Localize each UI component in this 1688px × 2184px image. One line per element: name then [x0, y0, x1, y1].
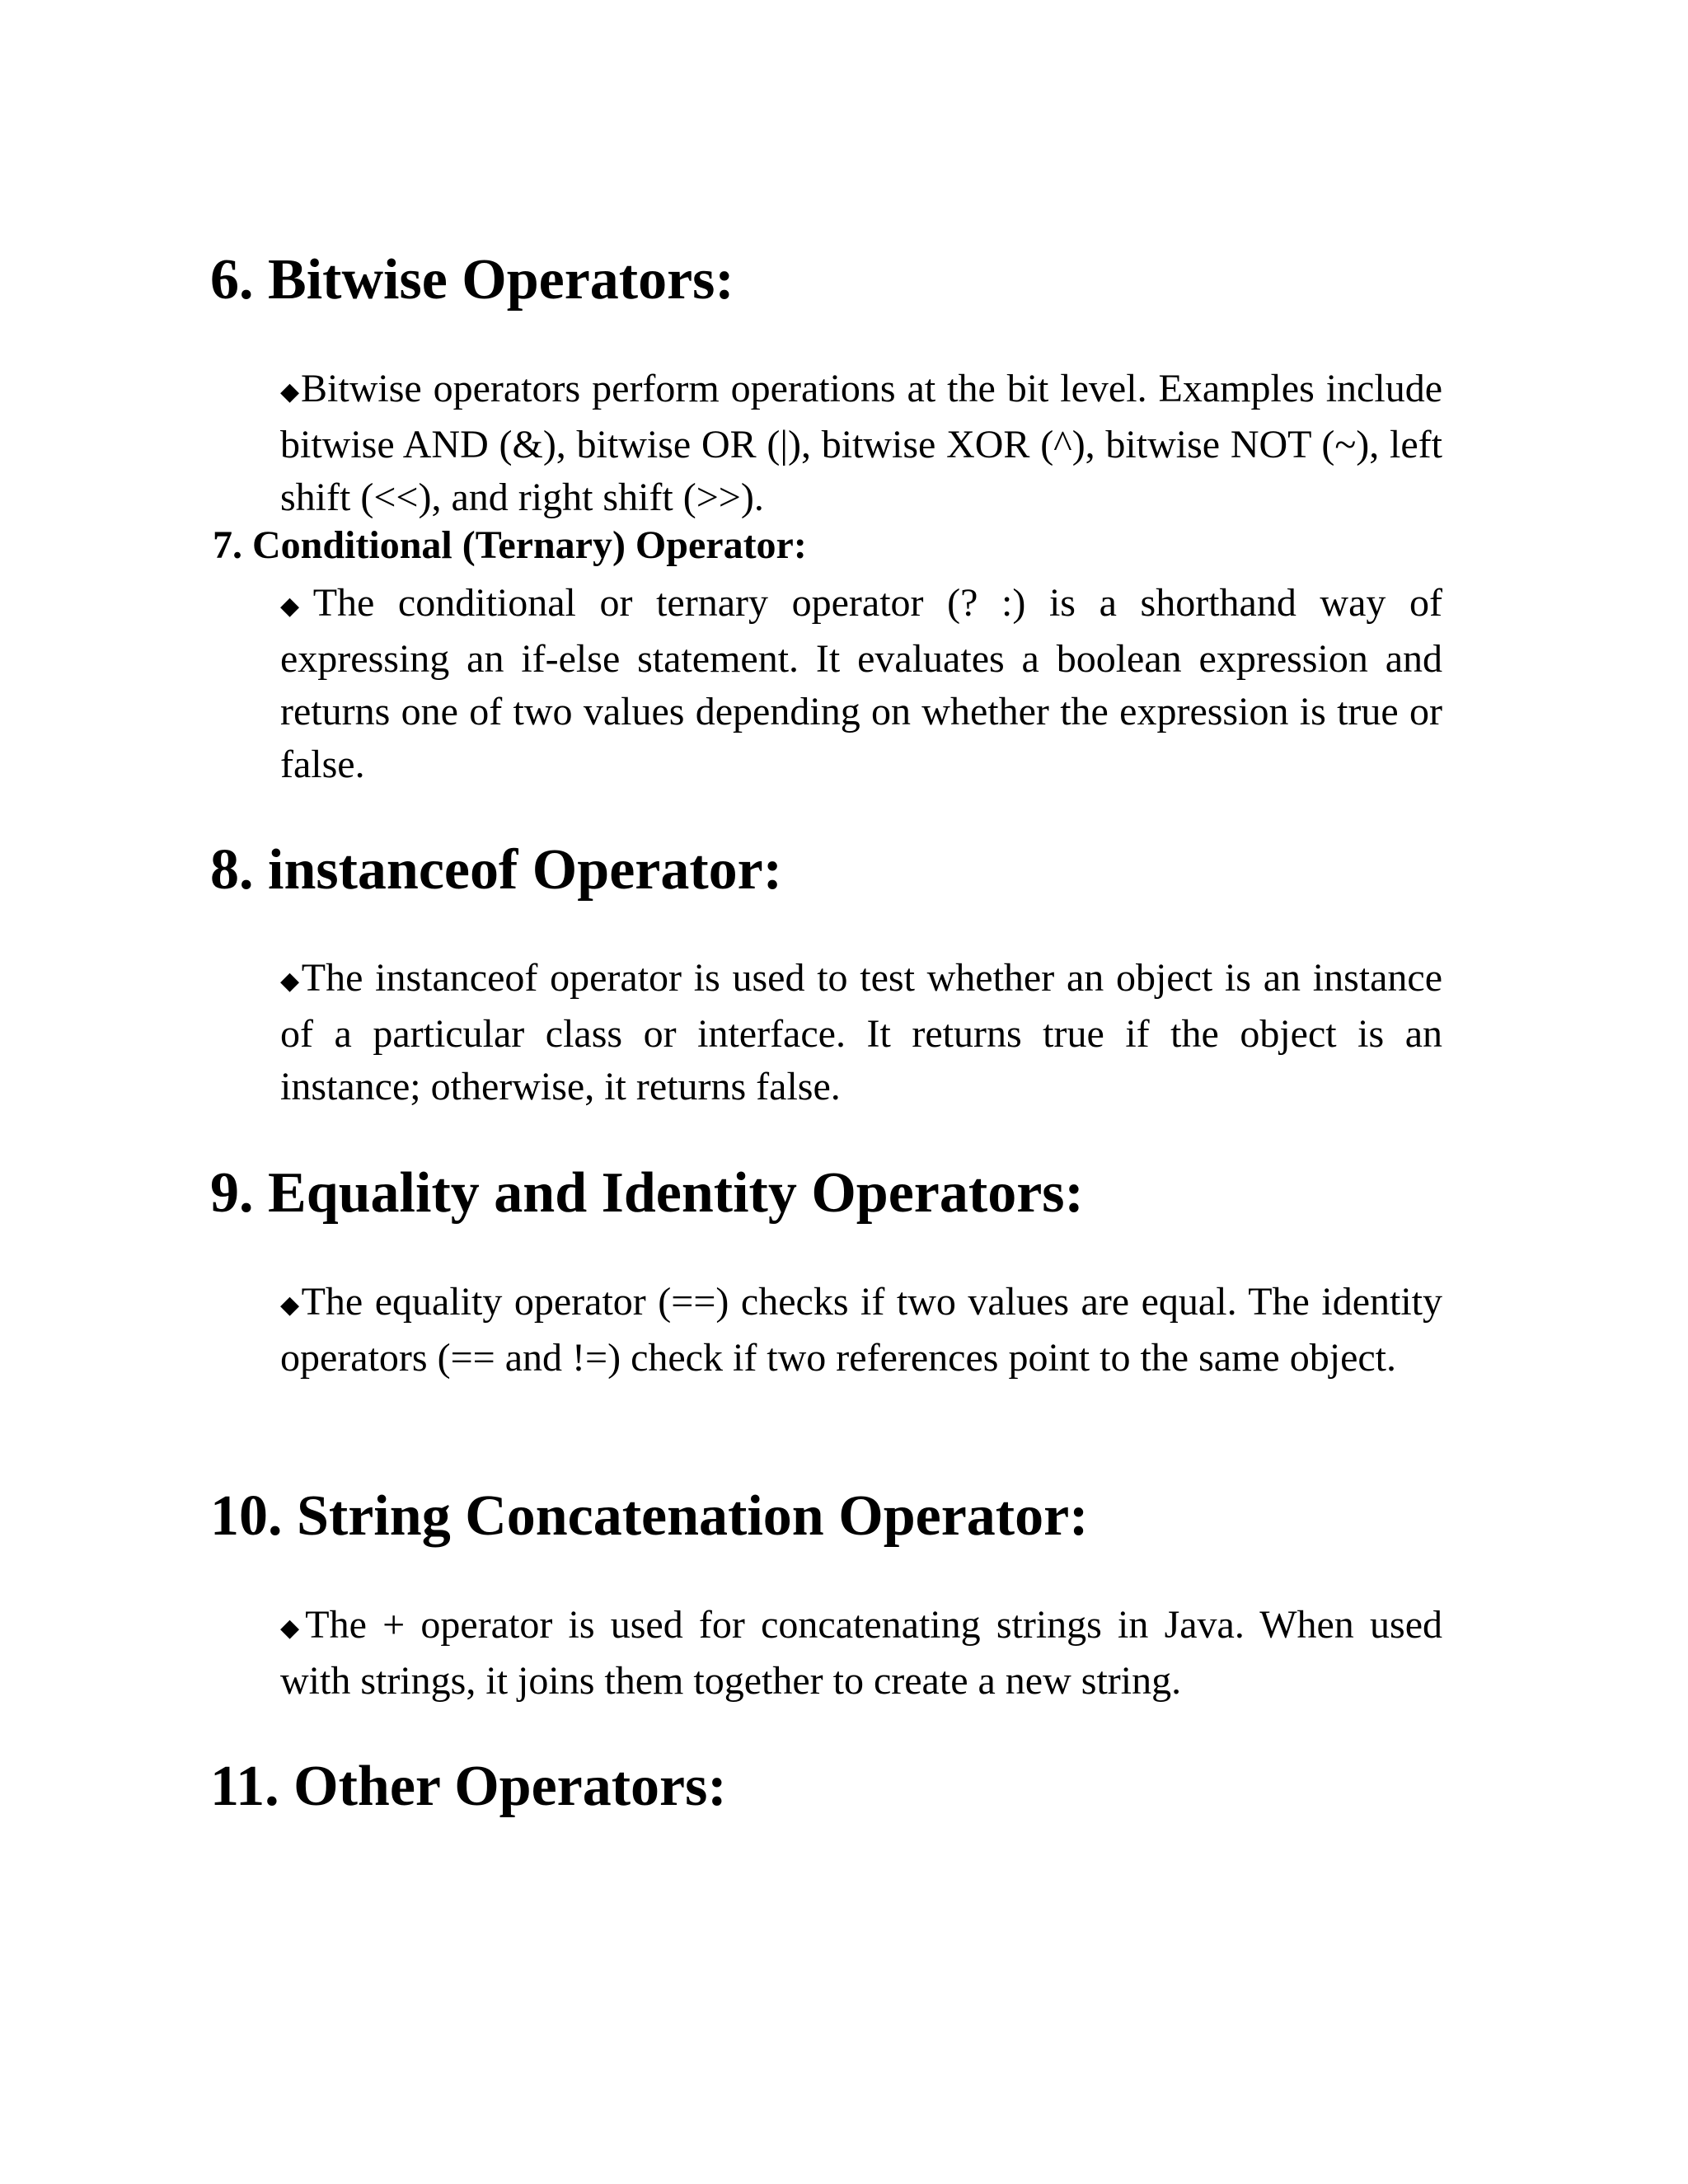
- paragraph-text: The + operator is used for concatenating strings in Java. When used with strings, it joins them together to create a new string.: [280, 1603, 1442, 1703]
- section-heading-string-concatenation: 10. String Concatenation Operator:: [210, 1484, 1089, 1548]
- section-heading-conditional: 7. Conditional (Ternary) Operator:: [213, 523, 807, 567]
- section-paragraph-equality: [280, 1276, 1442, 1385]
- paragraph-text: The equality operator (==) checks if two values are equal. The identity operators (== and !=) check if two references point to the same object.: [280, 1280, 1443, 1380]
- paragraph-text: The instanceof operator is used to test whether an object is an instance of a particular class or interface. It returns true if the object is an instance; otherwise, it returns false.: [280, 956, 1442, 1108]
- section-paragraph-string-concatenation: [280, 1599, 1442, 1708]
- section-paragraph-instanceof: [280, 952, 1442, 1113]
- section-paragraph-bitwise: [280, 363, 1442, 524]
- diamond-bullet-icon: ◆: [280, 1291, 302, 1319]
- section-heading-bitwise: 6. Bitwise Operators:: [210, 248, 734, 312]
- diamond-bullet-icon: ◆: [280, 1615, 306, 1642]
- section-heading-other-operators: 11. Other Operators:: [210, 1755, 727, 1818]
- paragraph-text: The conditional or ternary operator (? :) is a shorthand way of expressing an if-else statement. It evaluates a boolean expression and returns one of two values depending on whether the expression is true or false.: [280, 581, 1442, 786]
- paragraph-text: Bitwise operators perform operations at the bit level. Examples include bitwise AND (&), bitwise OR (|), bitwise XOR (^), bitwise NOT (~), left shift (<<), and right shift (>>).: [280, 367, 1442, 519]
- diamond-bullet-icon: ◆: [280, 968, 302, 995]
- diamond-bullet-icon: ◆: [280, 378, 302, 405]
- section-paragraph-conditional: [280, 577, 1442, 791]
- section-heading-instanceof: 8. instanceof Operator:: [210, 838, 783, 902]
- section-heading-equality: 9. Equality and Identity Operators:: [210, 1161, 1084, 1225]
- diamond-bullet-icon: ◆: [280, 593, 313, 620]
